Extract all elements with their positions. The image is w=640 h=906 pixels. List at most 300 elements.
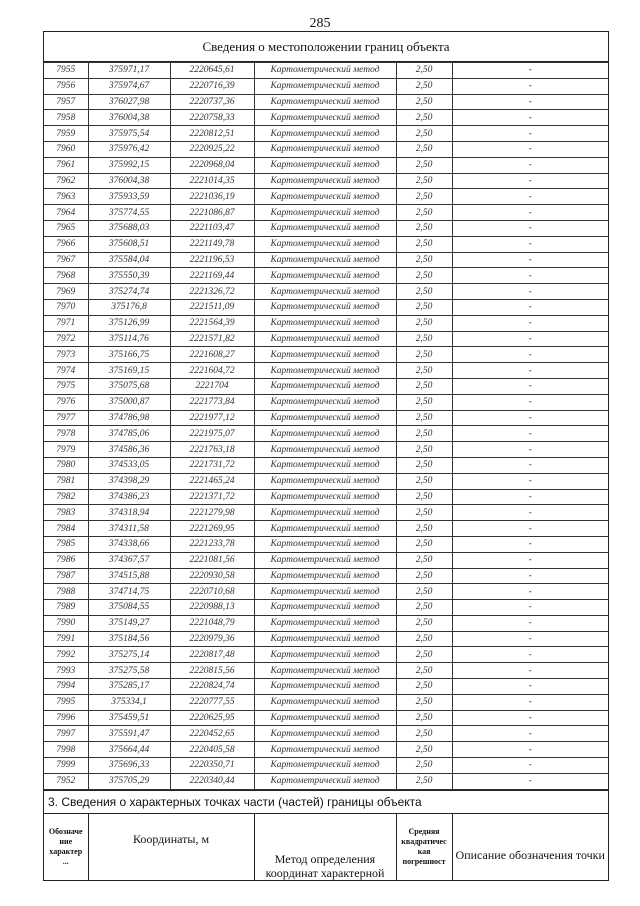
- cell-coord-y: 2221086,87: [170, 205, 254, 221]
- table-row: [44, 442, 608, 458]
- table-row: [44, 726, 608, 742]
- cell-point-number: 7961: [44, 157, 88, 173]
- cell-coord-x: 375664,44: [88, 742, 170, 758]
- cell-coord-x: 375149,27: [88, 615, 170, 631]
- cell-point-number: 7974: [44, 363, 88, 379]
- cell-description: -: [452, 726, 608, 742]
- cell-error: 2,50: [396, 110, 452, 126]
- cell-method: Картометрический метод: [254, 315, 396, 331]
- cell-point-number: 7987: [44, 568, 88, 584]
- cell-point-number: 7973: [44, 347, 88, 363]
- cell-method: Картометрический метод: [254, 457, 396, 473]
- cell-method: Картометрический метод: [254, 331, 396, 347]
- table-row: [44, 631, 608, 647]
- cell-coord-x: 374515,88: [88, 568, 170, 584]
- cell-description: -: [452, 205, 608, 221]
- cell-coord-y: 2220645,61: [170, 63, 254, 79]
- cell-description: -: [452, 268, 608, 284]
- cell-point-number: 7997: [44, 726, 88, 742]
- cell-coord-x: 374785,06: [88, 426, 170, 442]
- table-row: [44, 331, 608, 347]
- cell-error: 2,50: [396, 568, 452, 584]
- cell-point-number: 7977: [44, 410, 88, 426]
- cell-method: Картометрический метод: [254, 521, 396, 537]
- cell-point-number: 7962: [44, 173, 88, 189]
- table-row: [44, 347, 608, 363]
- cell-coord-x: 375774,55: [88, 205, 170, 221]
- cell-coord-y: 2221564,39: [170, 315, 254, 331]
- cell-coord-x: 375971,17: [88, 63, 170, 79]
- cell-coord-x: 375166,75: [88, 347, 170, 363]
- cell-error: 2,50: [396, 758, 452, 774]
- cell-method: Картометрический метод: [254, 663, 396, 679]
- table-row: [44, 299, 608, 315]
- cell-description: -: [452, 141, 608, 157]
- cell-error: 2,50: [396, 552, 452, 568]
- cell-coord-y: 2220405,58: [170, 742, 254, 758]
- table-row: [44, 647, 608, 663]
- cell-coord-x: 375976,42: [88, 141, 170, 157]
- cell-point-number: 7964: [44, 205, 88, 221]
- cell-description: -: [452, 710, 608, 726]
- cell-description: -: [452, 315, 608, 331]
- cell-point-number: 7981: [44, 473, 88, 489]
- cell-error: 2,50: [396, 126, 452, 142]
- cell-method: Картометрический метод: [254, 600, 396, 616]
- cell-point-number: 7986: [44, 552, 88, 568]
- table-row: [44, 205, 608, 221]
- cell-error: 2,50: [396, 505, 452, 521]
- page-number: 285: [309, 16, 331, 31]
- cell-method: Картометрический метод: [254, 189, 396, 205]
- cell-error: 2,50: [396, 647, 452, 663]
- cell-coord-y: 2220350,71: [170, 758, 254, 774]
- table-row: [44, 473, 608, 489]
- cell-method: Картометрический метод: [254, 473, 396, 489]
- section-3-title: 3. Сведения о характерных точках части (частей) границы объекта: [44, 790, 608, 813]
- table-row: [44, 521, 608, 537]
- cell-point-number: 7995: [44, 694, 88, 710]
- cell-method: Картометрический метод: [254, 347, 396, 363]
- cell-point-number: 7968: [44, 268, 88, 284]
- table-row: [44, 742, 608, 758]
- cell-coord-x: 375688,03: [88, 220, 170, 236]
- table-row: [44, 363, 608, 379]
- cell-method: Картометрический метод: [254, 173, 396, 189]
- table-row: [44, 679, 608, 695]
- cell-coord-y: 2220710,68: [170, 584, 254, 600]
- cell-point-number: 7963: [44, 189, 88, 205]
- cell-description: -: [452, 126, 608, 142]
- table-row: [44, 268, 608, 284]
- cell-point-number: 7985: [44, 536, 88, 552]
- cell-error: 2,50: [396, 205, 452, 221]
- cell-coord-y: 2221036,19: [170, 189, 254, 205]
- table-row: [44, 141, 608, 157]
- cell-coord-x: 374714,75: [88, 584, 170, 600]
- cell-point-number: 7979: [44, 442, 88, 458]
- cell-coord-x: 375459,51: [88, 710, 170, 726]
- cell-point-number: 7989: [44, 600, 88, 616]
- cell-description: -: [452, 442, 608, 458]
- cell-point-number: 7956: [44, 78, 88, 94]
- cell-description: -: [452, 189, 608, 205]
- cell-coord-x: 374533,05: [88, 457, 170, 473]
- cell-coord-x: 376027,98: [88, 94, 170, 110]
- table-row: [44, 315, 608, 331]
- cell-method: Картометрический метод: [254, 742, 396, 758]
- cell-error: 2,50: [396, 773, 452, 789]
- cell-description: -: [452, 631, 608, 647]
- cell-description: -: [452, 694, 608, 710]
- document-frame: [43, 31, 609, 881]
- table-row: [44, 378, 608, 394]
- cell-method: Картометрический метод: [254, 631, 396, 647]
- table-row: [44, 600, 608, 616]
- cell-error: 2,50: [396, 315, 452, 331]
- cell-coord-x: 376004,38: [88, 110, 170, 126]
- cell-error: 2,50: [396, 363, 452, 379]
- cell-description: -: [452, 647, 608, 663]
- cell-coord-y: 2221511,09: [170, 299, 254, 315]
- table-row: [44, 410, 608, 426]
- table-row: [44, 284, 608, 300]
- cell-error: 2,50: [396, 694, 452, 710]
- cell-point-number: 7993: [44, 663, 88, 679]
- table-row: [44, 568, 608, 584]
- table-row: [44, 457, 608, 473]
- cell-error: 2,50: [396, 284, 452, 300]
- cell-coord-x: 375933,59: [88, 189, 170, 205]
- cell-description: -: [452, 236, 608, 252]
- cell-coord-y: 2221704: [170, 378, 254, 394]
- cell-method: Картометрический метод: [254, 568, 396, 584]
- table-row: [44, 126, 608, 142]
- cell-error: 2,50: [396, 347, 452, 363]
- cell-point-number: 7955: [44, 63, 88, 79]
- cell-coord-x: 375992,15: [88, 157, 170, 173]
- cell-coord-x: 375114,76: [88, 331, 170, 347]
- table-row: [44, 426, 608, 442]
- cell-point-number: 7982: [44, 489, 88, 505]
- cell-method: Картометрический метод: [254, 536, 396, 552]
- cell-coord-x: 375334,1: [88, 694, 170, 710]
- cell-coord-x: 376004,38: [88, 173, 170, 189]
- cell-coord-y: 2221081,56: [170, 552, 254, 568]
- cell-coord-x: 375275,14: [88, 647, 170, 663]
- cell-coord-y: 2220758,33: [170, 110, 254, 126]
- cell-point-number: 7958: [44, 110, 88, 126]
- cell-coord-x: 374786,98: [88, 410, 170, 426]
- table-row: [44, 157, 608, 173]
- cell-coord-x: 375275,58: [88, 663, 170, 679]
- table-row: [44, 584, 608, 600]
- cell-coord-y: 2220988,13: [170, 600, 254, 616]
- cell-point-number: 7972: [44, 331, 88, 347]
- table-row: [44, 110, 608, 126]
- cell-method: Картометрический метод: [254, 489, 396, 505]
- cell-error: 2,50: [396, 584, 452, 600]
- cell-point-number: 7978: [44, 426, 88, 442]
- cell-coord-x: 375550,39: [88, 268, 170, 284]
- cell-coord-y: 2220777,55: [170, 694, 254, 710]
- cell-method: Картометрический метод: [254, 299, 396, 315]
- cell-coord-y: 2221604,72: [170, 363, 254, 379]
- cell-method: Картометрический метод: [254, 394, 396, 410]
- cell-error: 2,50: [396, 378, 452, 394]
- cell-coord-y: 2220716,39: [170, 78, 254, 94]
- table-row: [44, 710, 608, 726]
- cell-coord-y: 2221731,72: [170, 457, 254, 473]
- table-row: [44, 220, 608, 236]
- table-row: [44, 173, 608, 189]
- cell-description: -: [452, 394, 608, 410]
- cell-description: -: [452, 110, 608, 126]
- cell-coord-y: 2220930,58: [170, 568, 254, 584]
- cell-point-number: 7999: [44, 758, 88, 774]
- cell-error: 2,50: [396, 742, 452, 758]
- cell-point-number: 7994: [44, 679, 88, 695]
- cell-description: -: [452, 378, 608, 394]
- cell-error: 2,50: [396, 663, 452, 679]
- cell-point-number: 7996: [44, 710, 88, 726]
- cell-coord-y: 2220979,36: [170, 631, 254, 647]
- cell-coord-y: 2221571,82: [170, 331, 254, 347]
- cell-error: 2,50: [396, 252, 452, 268]
- cell-point-number: 7990: [44, 615, 88, 631]
- table-row: [44, 552, 608, 568]
- cell-method: Картометрический метод: [254, 758, 396, 774]
- cell-description: -: [452, 568, 608, 584]
- cell-coord-x: 374386,23: [88, 489, 170, 505]
- cell-method: Картометрический метод: [254, 410, 396, 426]
- cell-description: -: [452, 552, 608, 568]
- cell-description: -: [452, 299, 608, 315]
- cell-error: 2,50: [396, 236, 452, 252]
- cell-coord-x: 375591,47: [88, 726, 170, 742]
- cell-coord-y: 2220812,51: [170, 126, 254, 142]
- cell-coord-y: 2221975,07: [170, 426, 254, 442]
- table-row: [44, 394, 608, 410]
- cell-coord-y: 2221269,95: [170, 521, 254, 537]
- cell-error: 2,50: [396, 268, 452, 284]
- cell-point-number: 7960: [44, 141, 88, 157]
- cell-method: Картометрический метод: [254, 694, 396, 710]
- cell-description: -: [452, 600, 608, 616]
- cell-coord-x: 375176,8: [88, 299, 170, 315]
- cell-coord-y: 2221465,24: [170, 473, 254, 489]
- cell-point-number: 7967: [44, 252, 88, 268]
- cell-coord-y: 2221977,12: [170, 410, 254, 426]
- cell-method: Картометрический метод: [254, 426, 396, 442]
- cell-description: -: [452, 347, 608, 363]
- cell-coord-y: 2221773,84: [170, 394, 254, 410]
- cell-coord-x: 375169,15: [88, 363, 170, 379]
- table-row: [44, 94, 608, 110]
- cell-coord-y: 2221048,79: [170, 615, 254, 631]
- table-row: [44, 236, 608, 252]
- cell-coord-y: 2221608,27: [170, 347, 254, 363]
- cell-description: -: [452, 536, 608, 552]
- cell-method: Картометрический метод: [254, 363, 396, 379]
- cell-coord-x: 375000,87: [88, 394, 170, 410]
- cell-coord-x: 374318,94: [88, 505, 170, 521]
- cell-coord-y: 2221763,18: [170, 442, 254, 458]
- cell-coord-y: 2221371,72: [170, 489, 254, 505]
- coordinates-table: [44, 62, 608, 790]
- cell-error: 2,50: [396, 410, 452, 426]
- cell-coord-y: 2221326,72: [170, 284, 254, 300]
- cell-method: Картометрический метод: [254, 110, 396, 126]
- cell-description: -: [452, 220, 608, 236]
- cell-method: Картометрический метод: [254, 268, 396, 284]
- cell-method: Картометрический метод: [254, 236, 396, 252]
- cell-description: -: [452, 758, 608, 774]
- table-row: [44, 694, 608, 710]
- cell-point-number: 7952: [44, 773, 88, 789]
- cell-error: 2,50: [396, 63, 452, 79]
- table-row: [44, 252, 608, 268]
- cell-point-number: 7966: [44, 236, 88, 252]
- table-row: [44, 758, 608, 774]
- cell-point-number: 7959: [44, 126, 88, 142]
- cell-coord-x: 375184,56: [88, 631, 170, 647]
- cell-method: Картометрический метод: [254, 552, 396, 568]
- header-method: Метод определения координат характерной: [254, 813, 396, 880]
- cell-coord-x: 375608,51: [88, 236, 170, 252]
- section-title: Сведения о местоположении границ объекта: [44, 32, 608, 62]
- header-error: Средняя квадратичес кая погрешност: [396, 813, 452, 880]
- cell-coord-y: 2221196,53: [170, 252, 254, 268]
- cell-coord-x: 374367,57: [88, 552, 170, 568]
- cell-error: 2,50: [396, 78, 452, 94]
- header-coordinates: Координаты, м: [88, 813, 254, 880]
- cell-error: 2,50: [396, 457, 452, 473]
- cell-description: -: [452, 331, 608, 347]
- table-row: [44, 189, 608, 205]
- cell-method: Картометрический метод: [254, 726, 396, 742]
- cell-coord-y: 2220625,95: [170, 710, 254, 726]
- cell-point-number: 7983: [44, 505, 88, 521]
- cell-point-number: 7988: [44, 584, 88, 600]
- cell-coord-x: 375584,04: [88, 252, 170, 268]
- cell-description: -: [452, 78, 608, 94]
- cell-description: -: [452, 157, 608, 173]
- cell-method: Картометрический метод: [254, 584, 396, 600]
- cell-description: -: [452, 742, 608, 758]
- cell-error: 2,50: [396, 726, 452, 742]
- cell-error: 2,50: [396, 157, 452, 173]
- cell-error: 2,50: [396, 536, 452, 552]
- cell-coord-y: 2220925,22: [170, 141, 254, 157]
- cell-description: -: [452, 679, 608, 695]
- cell-coord-y: 2220824,74: [170, 679, 254, 695]
- cell-error: 2,50: [396, 141, 452, 157]
- cell-method: Картометрический метод: [254, 94, 396, 110]
- cell-error: 2,50: [396, 600, 452, 616]
- cell-coord-y: 2221103,47: [170, 220, 254, 236]
- cell-error: 2,50: [396, 394, 452, 410]
- cell-description: -: [452, 426, 608, 442]
- cell-description: -: [452, 457, 608, 473]
- cell-point-number: 7971: [44, 315, 88, 331]
- cell-point-number: 7970: [44, 299, 88, 315]
- cell-point-number: 7957: [44, 94, 88, 110]
- cell-coord-x: 375126,99: [88, 315, 170, 331]
- cell-error: 2,50: [396, 189, 452, 205]
- cell-point-number: 7975: [44, 378, 88, 394]
- cell-method: Картометрический метод: [254, 252, 396, 268]
- table-row: [44, 63, 608, 79]
- cell-description: -: [452, 252, 608, 268]
- section-3-header: [44, 813, 608, 881]
- cell-point-number: 7991: [44, 631, 88, 647]
- cell-error: 2,50: [396, 220, 452, 236]
- cell-coord-y: 2220968,04: [170, 157, 254, 173]
- cell-error: 2,50: [396, 173, 452, 189]
- cell-coord-x: 374311,58: [88, 521, 170, 537]
- cell-coord-y: 2221149,78: [170, 236, 254, 252]
- cell-description: -: [452, 473, 608, 489]
- cell-coord-y: 2221169,44: [170, 268, 254, 284]
- cell-point-number: 7984: [44, 521, 88, 537]
- cell-point-number: 7998: [44, 742, 88, 758]
- cell-coord-x: 375975,54: [88, 126, 170, 142]
- cell-point-number: 7965: [44, 220, 88, 236]
- cell-error: 2,50: [396, 521, 452, 537]
- cell-point-number: 7976: [44, 394, 88, 410]
- cell-error: 2,50: [396, 299, 452, 315]
- cell-coord-y: 2220817,48: [170, 647, 254, 663]
- cell-coord-y: 2220737,36: [170, 94, 254, 110]
- cell-description: -: [452, 663, 608, 679]
- cell-coord-y: 2221233,78: [170, 536, 254, 552]
- header-point-label: Обозначе ние характер ...: [44, 813, 88, 880]
- cell-method: Картометрический метод: [254, 220, 396, 236]
- cell-coord-x: 375285,17: [88, 679, 170, 695]
- cell-method: Картометрический метод: [254, 141, 396, 157]
- table-row: [44, 663, 608, 679]
- table-row: [44, 78, 608, 94]
- cell-point-number: 7980: [44, 457, 88, 473]
- cell-description: -: [452, 505, 608, 521]
- table-row: [44, 773, 608, 789]
- cell-method: Картометрический метод: [254, 205, 396, 221]
- cell-method: Картометрический метод: [254, 505, 396, 521]
- cell-method: Картометрический метод: [254, 773, 396, 789]
- cell-coord-x: 375696,33: [88, 758, 170, 774]
- table-row: [44, 536, 608, 552]
- cell-error: 2,50: [396, 489, 452, 505]
- cell-coord-x: 375974,67: [88, 78, 170, 94]
- header-description: Описание обозначения точки: [452, 813, 608, 880]
- cell-error: 2,50: [396, 94, 452, 110]
- cell-error: 2,50: [396, 473, 452, 489]
- cell-coord-x: 375084,55: [88, 600, 170, 616]
- cell-coord-y: 2220340,44: [170, 773, 254, 789]
- cell-description: -: [452, 615, 608, 631]
- cell-description: -: [452, 584, 608, 600]
- cell-method: Картометрический метод: [254, 63, 396, 79]
- cell-method: Картометрический метод: [254, 378, 396, 394]
- cell-description: -: [452, 521, 608, 537]
- cell-description: -: [452, 410, 608, 426]
- cell-coord-x: 374398,29: [88, 473, 170, 489]
- cell-method: Картометрический метод: [254, 126, 396, 142]
- cell-point-number: 7992: [44, 647, 88, 663]
- cell-description: -: [452, 94, 608, 110]
- cell-coord-y: 2220452,65: [170, 726, 254, 742]
